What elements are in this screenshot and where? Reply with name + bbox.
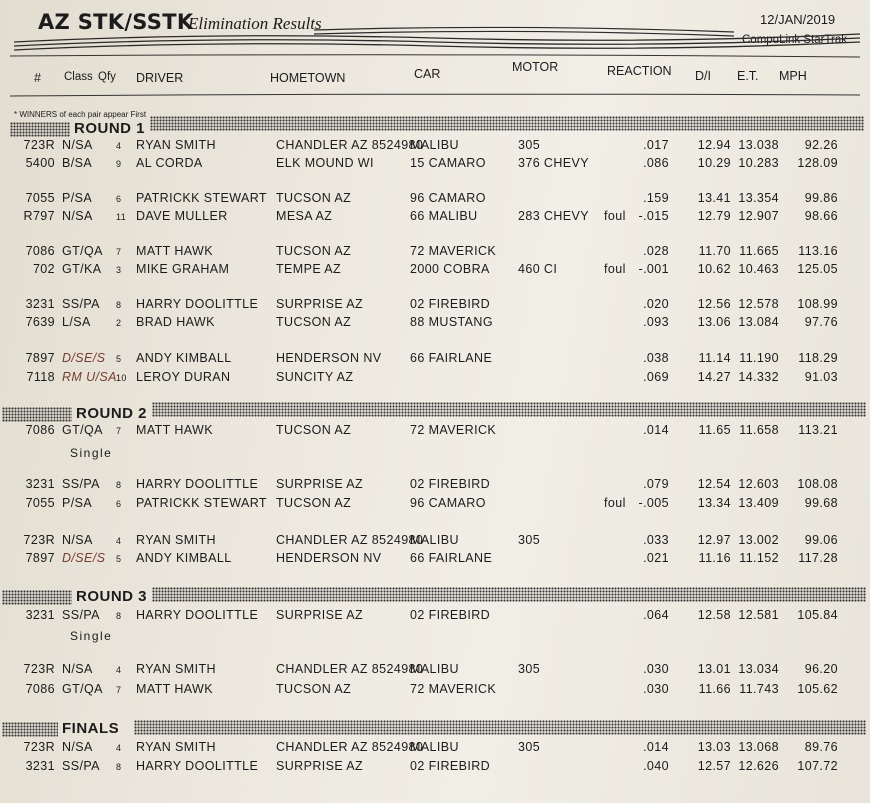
entry-elapsed-time: 10.283 <box>738 156 779 170</box>
entry-car: 15 CAMARO <box>410 156 486 170</box>
column-header-top-rule <box>10 52 860 62</box>
entry-driver: AL CORDA <box>136 156 203 170</box>
entry-hometown: TEMPE AZ <box>276 262 342 276</box>
sheet-title: AZ STK/SSTK <box>38 10 194 34</box>
result-row <box>0 477 870 497</box>
entry-speed: 97.76 <box>804 315 838 329</box>
finals-dots-left <box>2 722 58 737</box>
entry-dial-in: 13.01 <box>697 662 731 676</box>
sheet-subtitle: Elimination Results <box>188 14 322 33</box>
entry-class: L/SA <box>62 315 91 329</box>
entry-reaction-time: .030 <box>643 682 669 696</box>
entry-hometown: TUCSON AZ <box>276 191 352 205</box>
col-qfy: Qfy <box>98 71 116 83</box>
header-wave-divider <box>14 24 860 52</box>
round-1-dots-left <box>10 122 70 137</box>
entry-reaction-time: .028 <box>643 244 669 258</box>
entry-driver: RYAN SMITH <box>136 662 216 676</box>
entry-speed: 108.99 <box>797 297 838 311</box>
entry-motor: 305 <box>518 740 541 754</box>
entry-speed: 91.03 <box>804 370 838 384</box>
entry-class: N/SA <box>62 662 93 676</box>
round-2-dots-left <box>2 407 72 422</box>
entry-elapsed-time: 13.038 <box>738 138 779 152</box>
entry-class: GT/QA <box>62 682 103 696</box>
entry-dial-in: 10.29 <box>697 156 731 170</box>
entry-speed: 99.68 <box>804 496 838 510</box>
entry-car: 2000 COBRA <box>410 262 490 276</box>
entry-speed: 99.06 <box>804 533 838 547</box>
entry-qualifying-position: 8 <box>116 480 122 490</box>
entry-number: 7897 <box>25 551 55 565</box>
entry-qualifying-position: 4 <box>116 141 122 151</box>
entry-foul-flag: foul <box>604 262 626 276</box>
entry-number: 3231 <box>25 477 55 491</box>
round-1-title: ROUND 1 <box>74 120 146 137</box>
entry-reaction-time: .017 <box>643 138 669 152</box>
entry-elapsed-time: 10.463 <box>738 262 779 276</box>
entry-class: SS/PA <box>62 297 100 311</box>
entry-class: N/SA <box>62 740 93 754</box>
entry-elapsed-time: 12.626 <box>738 759 779 773</box>
entry-dial-in: 11.66 <box>698 682 731 696</box>
entry-elapsed-time: 11.658 <box>739 423 779 437</box>
entry-elapsed-time: 11.152 <box>739 551 779 565</box>
entry-class: P/SA <box>62 496 93 510</box>
entry-dial-in: 12.56 <box>697 297 731 311</box>
entry-qualifying-position: 11 <box>116 212 127 222</box>
entry-dial-in: 12.97 <box>697 533 731 547</box>
col-et: E.T. <box>737 69 759 83</box>
round-3-dots-left <box>2 590 72 605</box>
entry-number: 723R <box>23 740 55 754</box>
entry-reaction-time: .040 <box>643 759 669 773</box>
entry-reaction-time: .033 <box>643 533 669 547</box>
entry-reaction-time: .014 <box>643 740 669 754</box>
col-mph: MPH <box>779 69 807 83</box>
entry-driver: ANDY KIMBALL <box>136 551 232 565</box>
entry-car: 88 MUSTANG <box>410 315 493 329</box>
result-row <box>0 209 870 229</box>
entry-speed: 118.29 <box>798 351 838 365</box>
entry-reaction-time: -.005 <box>638 496 669 510</box>
entry-elapsed-time: 12.603 <box>738 477 779 491</box>
entry-car: 96 CAMARO <box>410 191 486 205</box>
entry-car: 66 MALIBU <box>410 209 478 223</box>
entry-hometown: TUCSON AZ <box>276 315 352 329</box>
entry-reaction-time: .069 <box>643 370 669 384</box>
entry-motor: 283 CHEVY <box>518 209 589 223</box>
entry-hometown: ELK MOUND WI <box>276 156 374 170</box>
entry-hometown: CHANDLER AZ 8524980 <box>276 533 424 547</box>
entry-qualifying-position: 7 <box>116 247 122 257</box>
entry-motor: 305 <box>518 662 541 676</box>
finals-dots-right <box>134 720 866 735</box>
entry-speed: 99.86 <box>804 191 838 205</box>
entry-qualifying-position: 4 <box>116 536 122 546</box>
entry-driver: PATRICKK STEWART <box>136 496 267 510</box>
entry-hometown: TUCSON AZ <box>276 682 352 696</box>
entry-hometown: SURPRISE AZ <box>276 759 364 773</box>
result-row <box>0 496 870 516</box>
entry-car: MALIBU <box>410 740 459 754</box>
entry-motor: 376 CHEVY <box>518 156 589 170</box>
col-hometown: HOMETOWN <box>270 71 346 85</box>
entry-hometown: CHANDLER AZ 8524980 <box>276 138 424 152</box>
entry-dial-in: 13.34 <box>697 496 731 510</box>
entry-number: 3231 <box>25 608 55 622</box>
entry-elapsed-time: 11.190 <box>739 351 779 365</box>
result-row <box>0 262 870 282</box>
entry-number: 7897 <box>25 351 55 365</box>
round-3-title: ROUND 3 <box>76 588 148 605</box>
result-row <box>0 315 870 335</box>
result-row <box>0 138 870 158</box>
entry-driver: HARRY DOOLITTLE <box>136 297 259 311</box>
entry-elapsed-time: 11.665 <box>739 244 779 258</box>
entry-elapsed-time: 13.084 <box>738 315 779 329</box>
entry-hometown: TUCSON AZ <box>276 496 352 510</box>
entry-elapsed-time: 13.409 <box>738 496 779 510</box>
result-row <box>0 551 870 571</box>
entry-speed: 92.26 <box>804 138 838 152</box>
entry-reaction-time: -.001 <box>638 262 669 276</box>
result-row <box>0 740 870 760</box>
entry-driver: HARRY DOOLITTLE <box>136 477 259 491</box>
entry-class: P/SA <box>62 191 93 205</box>
entry-reaction-time: .086 <box>643 156 669 170</box>
round-2-dots-right <box>152 402 866 417</box>
col-di: D/I <box>695 69 711 83</box>
event-date: 12/JAN/2019 <box>760 12 836 27</box>
entry-elapsed-time: 11.743 <box>739 682 779 696</box>
entry-class: GT/QA <box>62 244 103 258</box>
winners-note: * WINNERS of each pair appear First <box>14 110 147 119</box>
entry-reaction-time: .159 <box>643 191 669 205</box>
entry-driver: PATRICKK STEWART <box>136 191 267 205</box>
entry-foul-flag: foul <box>604 496 626 510</box>
entry-dial-in: 11.65 <box>698 423 731 437</box>
entry-number: 702 <box>32 262 55 276</box>
entry-dial-in: 12.79 <box>697 209 731 223</box>
entry-reaction-time: -.015 <box>638 209 669 223</box>
entry-driver: RYAN SMITH <box>136 740 216 754</box>
entry-motor: 305 <box>518 138 541 152</box>
entry-class: RM U/SA <box>62 370 117 384</box>
result-row <box>0 682 870 702</box>
entry-number: 3231 <box>25 759 55 773</box>
entry-reaction-time: .030 <box>643 662 669 676</box>
entry-car: MALIBU <box>410 138 459 152</box>
entry-speed: 89.76 <box>804 740 838 754</box>
entry-hometown: SURPRISE AZ <box>276 608 364 622</box>
finals-title: FINALS <box>62 720 120 737</box>
entry-qualifying-position: 6 <box>116 194 122 204</box>
entry-dial-in: 12.57 <box>697 759 731 773</box>
col-motor: MOTOR <box>512 60 559 74</box>
entry-hometown: CHANDLER AZ 8524980 <box>276 662 424 676</box>
entry-qualifying-position: 7 <box>116 426 122 436</box>
entry-number: 7055 <box>25 191 55 205</box>
entry-driver: MIKE GRAHAM <box>136 262 230 276</box>
entry-reaction-time: .093 <box>643 315 669 329</box>
entry-number: 7086 <box>25 244 55 258</box>
entry-driver: MATT HAWK <box>136 423 213 437</box>
entry-number: 7118 <box>26 370 55 384</box>
entry-car: 96 CAMARO <box>410 496 486 510</box>
entry-elapsed-time: 12.907 <box>738 209 779 223</box>
entry-speed: 125.05 <box>797 262 838 276</box>
entry-reaction-time: .079 <box>643 477 669 491</box>
entry-hometown: SURPRISE AZ <box>276 297 364 311</box>
entry-number: 5400 <box>25 156 55 170</box>
entry-hometown: MESA AZ <box>276 209 333 223</box>
entry-dial-in: 13.41 <box>697 191 731 205</box>
entry-number: 723R <box>23 138 55 152</box>
result-row <box>0 423 870 443</box>
entry-elapsed-time: 14.332 <box>738 370 779 384</box>
entry-speed: 128.09 <box>797 156 838 170</box>
entry-elapsed-time: 13.068 <box>738 740 779 754</box>
result-row <box>0 533 870 553</box>
result-row <box>0 244 870 264</box>
entry-motor: 305 <box>518 533 541 547</box>
round-2-title: ROUND 2 <box>76 405 148 422</box>
entry-class: D/SE/S <box>62 351 106 365</box>
entry-dial-in: 12.94 <box>697 138 731 152</box>
entry-qualifying-position: 9 <box>116 159 122 169</box>
entry-driver: ANDY KIMBALL <box>136 351 232 365</box>
entry-reaction-time: .038 <box>643 351 669 365</box>
entry-dial-in: 11.16 <box>698 551 731 565</box>
single-run-label: Single <box>70 446 113 460</box>
col-reaction: REACTION <box>607 64 672 78</box>
entry-reaction-time: .021 <box>643 551 669 565</box>
entry-hometown: TUCSON AZ <box>276 244 352 258</box>
entry-car: 66 FAIRLANE <box>410 551 493 565</box>
entry-class: N/SA <box>62 138 93 152</box>
entry-elapsed-time: 12.581 <box>738 608 779 622</box>
entry-class: SS/PA <box>62 477 100 491</box>
entry-driver: HARRY DOOLITTLE <box>136 759 259 773</box>
round-3-dots-right <box>152 587 866 602</box>
entry-qualifying-position: 4 <box>116 743 122 753</box>
entry-hometown: SUNCITY AZ <box>276 370 354 384</box>
result-row <box>0 156 870 176</box>
entry-class: N/SA <box>62 533 93 547</box>
column-header-bottom-rule <box>10 91 860 101</box>
entry-hometown: SURPRISE AZ <box>276 477 364 491</box>
entry-speed: 113.21 <box>798 423 838 437</box>
result-row <box>0 351 870 371</box>
result-row <box>0 662 870 682</box>
entry-class: GT/KA <box>62 262 102 276</box>
entry-driver: BRAD HAWK <box>136 315 215 329</box>
entry-car: MALIBU <box>410 533 459 547</box>
entry-car: 02 FIREBIRD <box>410 608 491 622</box>
entry-car: MALIBU <box>410 662 459 676</box>
entry-driver: MATT HAWK <box>136 682 213 696</box>
entry-speed: 107.72 <box>797 759 838 773</box>
entry-foul-flag: foul <box>604 209 626 223</box>
entry-hometown: HENDERSON NV <box>276 551 382 565</box>
entry-class: SS/PA <box>62 608 100 622</box>
entry-car: 02 FIREBIRD <box>410 297 491 311</box>
entry-elapsed-time: 13.034 <box>738 662 779 676</box>
entry-qualifying-position: 8 <box>116 611 122 621</box>
entry-speed: 117.28 <box>798 551 838 565</box>
result-row <box>0 297 870 317</box>
single-run-label: Single <box>70 629 113 643</box>
entry-qualifying-position: 8 <box>116 300 122 310</box>
entry-dial-in: 11.70 <box>698 244 731 258</box>
entry-number: 7639 <box>25 315 55 329</box>
entry-dial-in: 12.54 <box>697 477 731 491</box>
entry-driver: RYAN SMITH <box>136 533 216 547</box>
col-num: # <box>34 71 41 85</box>
entry-hometown: TUCSON AZ <box>276 423 352 437</box>
entry-reaction-time: .014 <box>643 423 669 437</box>
entry-driver: HARRY DOOLITTLE <box>136 608 259 622</box>
entry-speed: 113.16 <box>798 244 838 258</box>
entry-class: B/SA <box>62 156 93 170</box>
entry-car: 72 MAVERICK <box>410 423 497 437</box>
result-row <box>0 608 870 628</box>
entry-dial-in: 10.62 <box>697 262 731 276</box>
entry-class: GT/QA <box>62 423 103 437</box>
entry-hometown: HENDERSON NV <box>276 351 382 365</box>
entry-number: R797 <box>23 209 55 223</box>
col-driver: DRIVER <box>136 71 184 85</box>
col-class: Class <box>64 71 93 83</box>
entry-dial-in: 12.58 <box>697 608 731 622</box>
entry-dial-in: 14.27 <box>697 370 731 384</box>
timing-system-brand: CompuLink StarTrak <box>742 34 848 46</box>
entry-dial-in: 13.03 <box>697 740 731 754</box>
entry-car: 02 FIREBIRD <box>410 759 491 773</box>
entry-number: 7055 <box>25 496 55 510</box>
col-car: CAR <box>414 67 441 81</box>
entry-driver: RYAN SMITH <box>136 138 216 152</box>
round-1-dots-right <box>150 116 864 131</box>
entry-dial-in: 13.06 <box>697 315 731 329</box>
entry-number: 7086 <box>25 682 55 696</box>
entry-car: 72 MAVERICK <box>410 244 497 258</box>
result-row <box>0 191 870 211</box>
entry-elapsed-time: 13.354 <box>738 191 779 205</box>
entry-car: 72 MAVERICK <box>410 682 497 696</box>
entry-number: 723R <box>23 533 55 547</box>
entry-class: D/SE/S <box>62 551 106 565</box>
entry-qualifying-position: 4 <box>116 665 122 675</box>
entry-driver: DAVE MULLER <box>136 209 228 223</box>
entry-dial-in: 11.14 <box>698 351 731 365</box>
entry-car: 02 FIREBIRD <box>410 477 491 491</box>
entry-car: 66 FAIRLANE <box>410 351 493 365</box>
entry-number: 723R <box>23 662 55 676</box>
entry-qualifying-position: 2 <box>116 318 122 328</box>
entry-driver: MATT HAWK <box>136 244 213 258</box>
entry-speed: 96.20 <box>804 662 838 676</box>
entry-elapsed-time: 12.578 <box>738 297 779 311</box>
entry-number: 7086 <box>25 423 55 437</box>
entry-qualifying-position: 3 <box>116 265 122 275</box>
entry-number: 3231 <box>25 297 55 311</box>
entry-reaction-time: .064 <box>643 608 669 622</box>
entry-qualifying-position: 8 <box>116 762 122 772</box>
entry-qualifying-position: 5 <box>116 554 122 564</box>
entry-speed: 108.08 <box>797 477 838 491</box>
entry-class: SS/PA <box>62 759 100 773</box>
entry-driver: LEROY DURAN <box>136 370 231 384</box>
entry-reaction-time: .020 <box>643 297 669 311</box>
entry-qualifying-position: 7 <box>116 685 122 695</box>
result-row <box>0 759 870 779</box>
entry-speed: 105.62 <box>797 682 838 696</box>
entry-qualifying-position: 5 <box>116 354 122 364</box>
entry-hometown: CHANDLER AZ 8524980 <box>276 740 424 754</box>
entry-speed: 105.84 <box>797 608 838 622</box>
entry-qualifying-position: 10 <box>116 373 127 383</box>
entry-qualifying-position: 6 <box>116 499 122 509</box>
entry-speed: 98.66 <box>804 209 838 223</box>
result-row <box>0 370 870 390</box>
entry-class: N/SA <box>62 209 93 223</box>
entry-motor: 460 CI <box>518 262 558 276</box>
entry-elapsed-time: 13.002 <box>738 533 779 547</box>
